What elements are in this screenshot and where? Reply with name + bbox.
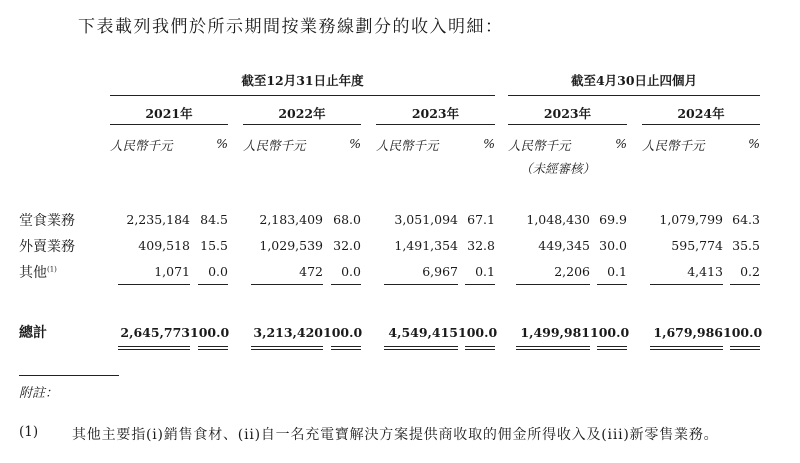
subtotal-rule — [730, 284, 760, 285]
notes-heading: 附註： — [19, 386, 59, 401]
amount-cell: 449,345 — [538, 238, 590, 253]
pct-cell: 67.1 — [467, 212, 495, 227]
total-amount-cell: 1,679,986 — [653, 325, 723, 340]
amount-cell: 1,491,354 — [394, 238, 458, 253]
total-label: 總計 — [19, 325, 47, 341]
year-underline — [376, 124, 495, 125]
pct-cell: 0.1 — [607, 264, 627, 279]
amount-cell: 1,071 — [154, 264, 190, 279]
total-pct-cell: 100.0 — [458, 325, 498, 340]
double-rule — [118, 349, 190, 350]
pct-cell: 32.0 — [333, 238, 361, 253]
row-label: 其他$^{(1)}$ — [19, 265, 57, 281]
pct-cell: 68.0 — [333, 212, 361, 227]
subtotal-rule — [118, 284, 190, 285]
double-rule — [198, 346, 228, 347]
double-rule — [198, 349, 228, 350]
pct-header: % — [748, 136, 760, 151]
subtotal-rule — [384, 284, 458, 285]
pct-cell: 0.2 — [740, 264, 760, 279]
year-underline — [110, 124, 228, 125]
row-label: 堂食業務 — [19, 213, 75, 229]
double-rule — [516, 346, 590, 347]
pct-cell: 0.0 — [208, 264, 228, 279]
unit-header: 人民幣千元 — [110, 138, 173, 153]
group-header-four-month: 截至4月30日止四個月 — [570, 73, 698, 88]
subtotal-rule — [516, 284, 590, 285]
double-rule — [251, 349, 323, 350]
pct-header: % — [483, 136, 495, 151]
year-header-2024-4m: 2024年 — [677, 106, 725, 121]
double-rule — [384, 346, 458, 347]
pct-header: % — [349, 136, 361, 151]
unit-header: 人民幣千元 — [642, 138, 705, 153]
pct-header: % — [216, 136, 228, 151]
notes-separator — [19, 375, 119, 376]
double-rule — [597, 346, 627, 347]
total-amount-cell: 3,213,420 — [253, 325, 323, 340]
double-rule — [597, 349, 627, 350]
subtotal-rule — [465, 284, 495, 285]
footnote-marker: (1) — [47, 265, 57, 274]
pct-cell: 35.5 — [732, 238, 760, 253]
subtotal-rule — [331, 284, 361, 285]
pct-cell: 32.8 — [467, 238, 495, 253]
pct-cell: 30.0 — [599, 238, 627, 253]
amount-cell: 2,206 — [554, 264, 590, 279]
subtotal-rule — [597, 284, 627, 285]
group-header-annual: 截至12月31日止年度 — [241, 73, 364, 88]
amount-cell: 1,048,430 — [526, 212, 590, 227]
pct-cell: 15.5 — [200, 238, 228, 253]
year-underline — [243, 124, 361, 125]
total-pct-cell: 100.0 — [190, 325, 230, 340]
pct-cell: 64.3 — [732, 212, 760, 227]
total-amount-cell: 4,549,415 — [388, 325, 458, 340]
total-pct-cell: 100.0 — [590, 325, 630, 340]
double-rule — [118, 346, 190, 347]
pct-cell: 69.9 — [599, 212, 627, 227]
pct-cell: 0.1 — [475, 264, 495, 279]
amount-cell: 472 — [299, 264, 323, 279]
amount-cell: 1,079,799 — [659, 212, 723, 227]
total-pct-cell: 100.0 — [723, 325, 763, 340]
year-underline — [642, 124, 760, 125]
amount-cell: 2,183,409 — [259, 212, 323, 227]
double-rule — [465, 349, 495, 350]
pct-cell: 0.0 — [341, 264, 361, 279]
amount-cell: 595,774 — [671, 238, 723, 253]
unit-header: 人民幣千元 — [243, 138, 306, 153]
group-underline-four-month — [508, 95, 760, 96]
year-underline — [508, 124, 627, 125]
amount-cell: 2,235,184 — [126, 212, 190, 227]
total-amount-cell: 2,645,773 — [120, 325, 190, 340]
double-rule — [465, 346, 495, 347]
double-rule — [384, 349, 458, 350]
year-header-2021: 2021年 — [145, 106, 193, 121]
double-rule — [516, 349, 590, 350]
double-rule — [650, 346, 723, 347]
unit-header: 人民幣千元 — [508, 138, 571, 153]
subtotal-rule — [650, 284, 723, 285]
intro-text: 下表載列我們於所示期間按業務線劃分的收入明細： — [78, 17, 504, 37]
year-header-2023-4m: 2023年 — [543, 106, 592, 121]
unit-header: 人民幣千元 — [376, 138, 439, 153]
amount-cell: 3,051,094 — [394, 212, 458, 227]
amount-cell: 4,413 — [687, 264, 723, 279]
note-number: (1) — [19, 424, 39, 440]
pct-cell: 84.5 — [200, 212, 228, 227]
group-underline-annual — [110, 95, 495, 96]
amount-cell: 6,967 — [422, 264, 458, 279]
year-header-2023: 2023年 — [411, 106, 460, 121]
double-rule — [251, 346, 323, 347]
total-pct-cell: 100.0 — [323, 325, 363, 340]
double-rule — [730, 349, 760, 350]
subtotal-rule — [251, 284, 323, 285]
year-header-2022: 2022年 — [278, 106, 326, 121]
double-rule — [650, 349, 723, 350]
pct-header: % — [615, 136, 627, 151]
double-rule — [331, 346, 361, 347]
amount-cell: 1,029,539 — [259, 238, 323, 253]
amount-cell: 409,518 — [138, 238, 190, 253]
double-rule — [331, 349, 361, 350]
unaudited-note: （未經審核） — [520, 161, 596, 176]
row-label: 外賣業務 — [19, 239, 75, 255]
subtotal-rule — [198, 284, 228, 285]
note-text: 其他主要指(i)銷售食材、(ii)自一名充電寶解決方案提供商收取的佣金所得收入及(iii)新零售業務。 — [72, 427, 719, 443]
total-amount-cell: 1,499,981 — [520, 325, 590, 340]
double-rule — [730, 346, 760, 347]
